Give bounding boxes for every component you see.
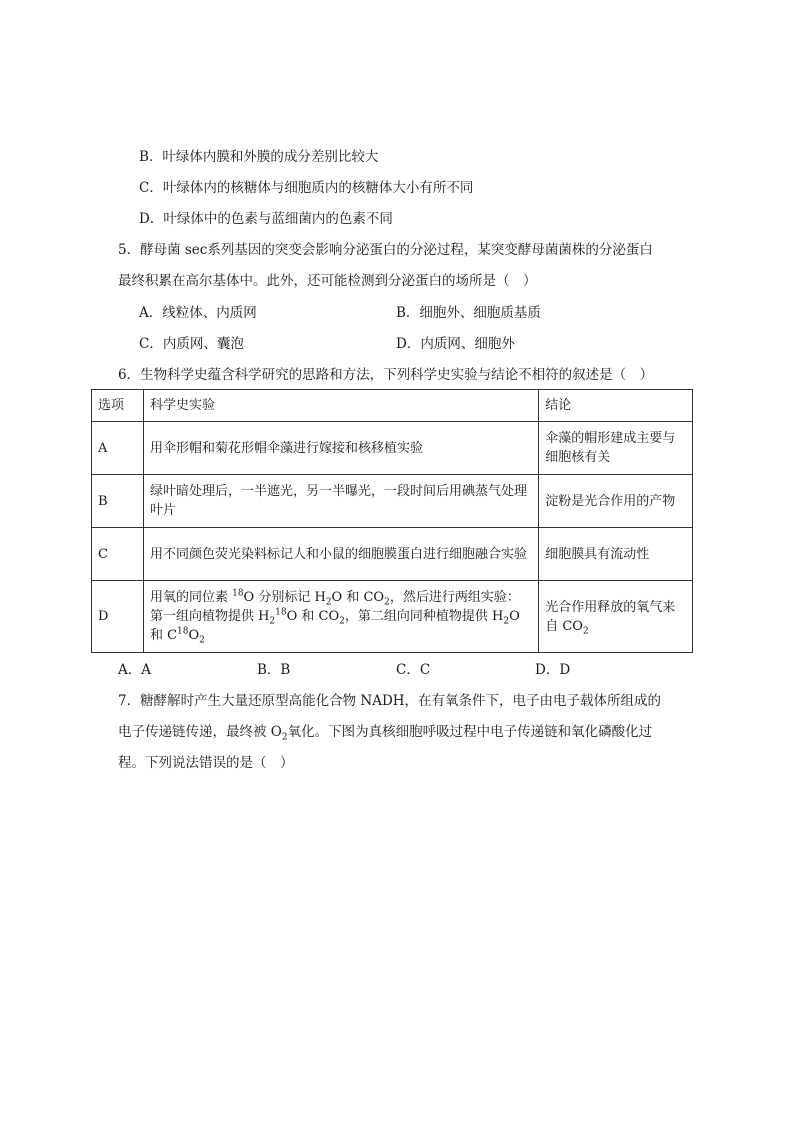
q6-stem: 6．生物科学史蕴含科学研究的思路和方法，下列科学史实验与结论不相符的叙述是（ ） <box>118 367 654 383</box>
table-row <box>92 581 693 653</box>
table-row <box>92 422 693 475</box>
row-d-experiment: 用氧的同位素 $^{18}$O 分别标记 $H_2O$ 和 $CO_2$，然后进行两组实验： 第一组向植物提供 $H_2^{18}O$ 和 $CO_2$，第二组向同种植物提供 $H_2O$ 和 $C^{18}O_2$ <box>143 581 538 653</box>
table-row <box>92 475 693 528</box>
q5-option-b: B．细胞外、细胞质基质 <box>396 305 541 321</box>
q6-option-a: A．A <box>118 662 151 678</box>
q5-option-d: D．内质网、细胞外 <box>396 336 515 352</box>
q7-stem-line1: 7．糖酵解时产生大量还原型高能化合物 NADH，在有氧条件下，电子由电子载体所组成的 <box>118 693 662 709</box>
q4-option-d: D．叶绿体中的色素与蓝细菌内的色素不同 <box>139 211 393 227</box>
q6-option-b: B．B <box>257 662 291 678</box>
row-d-option: D <box>92 581 144 653</box>
row-a-option: A <box>92 422 144 475</box>
row-b-option: B <box>92 475 144 528</box>
q4-option-c: C．叶绿体内的核糖体与细胞质内的核糖体大小有所不同 <box>139 180 474 196</box>
q7-stem-line3: 程。下列说法错误的是（ ） <box>118 755 294 771</box>
row-c-experiment: 用不同颜色荧光染料标记人和小鼠的细胞膜蛋白进行细胞融合实验 <box>143 528 538 581</box>
q6-table <box>91 389 693 653</box>
q4-option-b: B．叶绿体内膜和外膜的成分差别比较大 <box>139 149 379 165</box>
row-c-conclusion: 细胞膜具有流动性 <box>539 528 693 581</box>
q5-stem-line2: 最终积累在高尔基体中。此外，还可能检测到分泌蛋白的场所是（ ） <box>118 273 537 289</box>
q5-option-a: A．线粒体、内质网 <box>139 305 257 321</box>
q5-stem-line1: 5．酵母菌 sec系列基因的突变会影响分泌蛋白的分泌过程，某突变酵母菌菌株的分泌蛋白 <box>118 242 653 258</box>
header-experiment: 科学史实验 <box>143 390 538 422</box>
table-row <box>92 528 693 581</box>
row-d-conclusion: 光合作用释放的氧气来 自 $CO_2$ <box>539 581 693 653</box>
q7-stem-line2: 电子传递链传递，最终被 $O_2$氧化。下图为真核细胞呼吸过程中电子传递链和氧化磷酸化过 <box>118 724 653 743</box>
header-option: 选项 <box>92 390 144 422</box>
q6-option-c: C．C <box>396 662 431 678</box>
row-b-conclusion: 淀粉是光合作用的产物 <box>539 475 693 528</box>
row-a-conclusion: 伞藻的帽形建成主要与细胞核有关 <box>539 422 693 475</box>
header-conclusion: 结论 <box>539 390 693 422</box>
row-c-option: C <box>92 528 144 581</box>
table-header-row <box>92 390 693 422</box>
row-b-experiment: 绿叶暗处理后，一半遮光，另一半曝光，一段时间后用碘蒸气处理叶片 <box>143 475 538 528</box>
row-a-experiment: 用伞形帽和菊花形帽伞藻进行嫁接和核移植实验 <box>143 422 538 475</box>
q5-option-c: C．内质网、囊泡 <box>139 336 244 352</box>
q6-option-d: D．D <box>535 662 571 678</box>
